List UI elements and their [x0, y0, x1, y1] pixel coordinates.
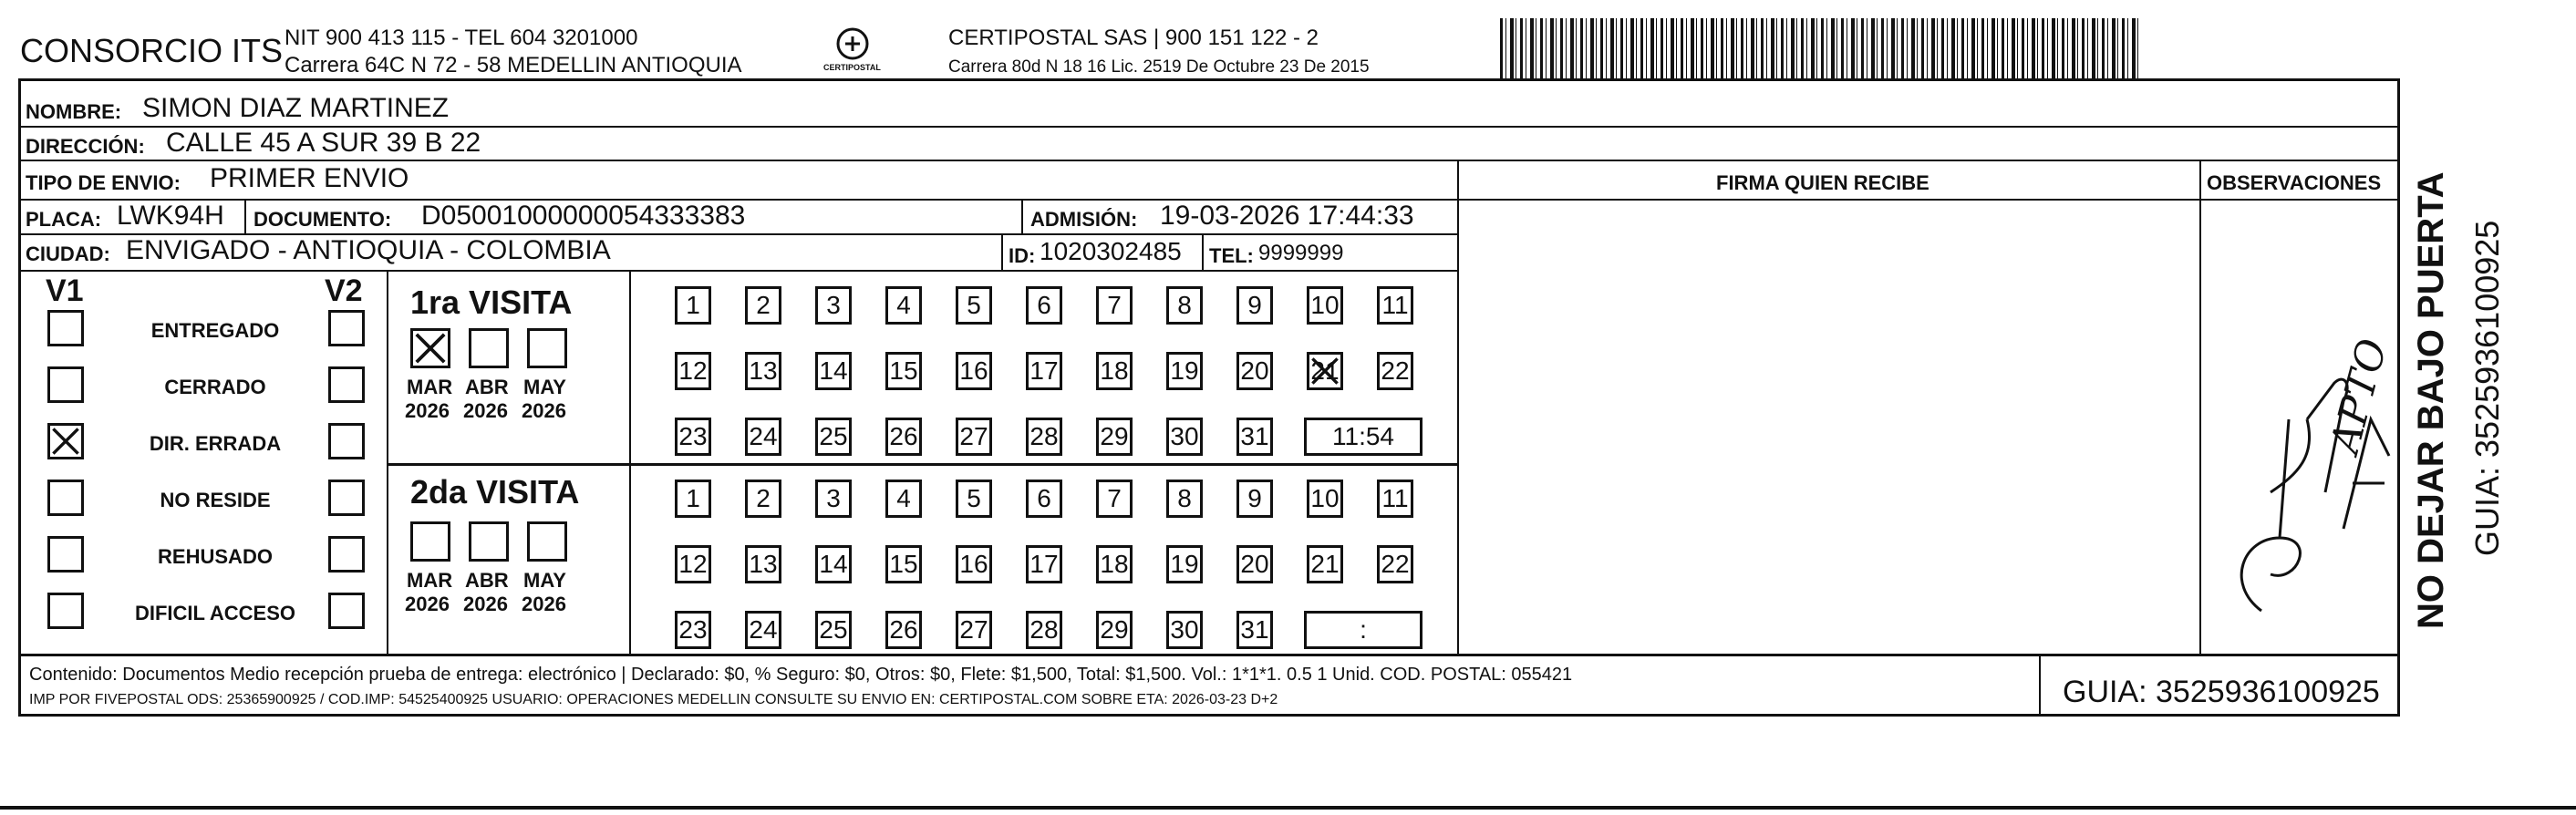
visit2-month-label: MAR [407, 569, 453, 592]
visit1-day-box[interactable]: 5 [956, 286, 992, 325]
visit2-day-box[interactable]: 24 [745, 611, 781, 649]
divider [244, 199, 246, 233]
visit1-day-box[interactable]: 15 [885, 352, 922, 390]
ciudad-value: ENVIGADO - ANTIOQUIA - COLOMBIA [126, 235, 611, 265]
bottom-edge [0, 806, 2576, 810]
visit1-day-box[interactable]: 17 [1026, 352, 1062, 390]
visit1-month-checkbox[interactable] [469, 328, 509, 368]
company-nit: NIT 900 413 115 - TEL 604 3201000 [284, 26, 638, 50]
visit1-day-box[interactable]: 3 [815, 286, 852, 325]
visit2-day-box[interactable]: 10 [1307, 480, 1343, 518]
admision-value: 19-03-2026 17:44:33 [1160, 201, 1414, 231]
visit1-year-label: 2026 [463, 399, 508, 422]
visit2-day-box[interactable]: 20 [1236, 545, 1273, 583]
carrier-address: Carrera 80d N 18 16 Lic. 2519 De Octubre 23 De 2015 [948, 57, 1370, 77]
placa-value: LWK94H [117, 201, 224, 231]
visit1-day-box[interactable]: 14 [815, 352, 852, 390]
company-name: CONSORCIO ITS [20, 32, 284, 69]
visit2-month-checkbox[interactable] [469, 521, 509, 562]
firma-label: FIRMA QUIEN RECIBE [1716, 171, 1929, 194]
visit2-day-box[interactable]: 26 [885, 611, 922, 649]
v1-label: V1 [46, 273, 84, 308]
observaciones-label: OBSERVACIONES [2207, 171, 2382, 194]
visit2-day-box[interactable]: 27 [956, 611, 992, 649]
contenido-line: Contenido: Documentos Medio recepción prueba de entrega: electrónico | Declarado: $0, % Seguro: $0, Otros: $0, Flete: $1,500, Total: $1,500. Vol.: 1*1*1. 0.5 1 Unid. COD. POSTAL: 055421 [29, 665, 1573, 685]
v2-label: V2 [325, 273, 363, 308]
certipostal-logo [825, 24, 880, 78]
status-v2-checkbox[interactable] [328, 423, 365, 459]
side-guia: GUIA: 3525936100925 [2468, 220, 2506, 556]
visit1-year-label: 2026 [522, 399, 566, 422]
visit2-day-box[interactable]: 3 [815, 480, 852, 518]
visit1-day-box[interactable]: 29 [1096, 418, 1133, 456]
tipo-value: PRIMER ENVIO [210, 163, 409, 193]
logo-text: CERTIPOSTAL [823, 63, 881, 72]
divider [629, 270, 631, 654]
status-v2-checkbox[interactable] [328, 366, 365, 403]
visit1-day-box[interactable]: 19 [1166, 352, 1203, 390]
visit2-day-box[interactable]: 19 [1166, 545, 1203, 583]
tel-value: 9999999 [1258, 241, 1344, 265]
id-label: ID: [1009, 244, 1036, 267]
visit2-month-checkbox[interactable] [410, 521, 450, 562]
divider [18, 654, 2400, 656]
visit2-year-label: 2026 [463, 593, 508, 615]
visit1-day-box[interactable]: 31 [1236, 418, 1273, 456]
visit1-day-box[interactable]: 4 [885, 286, 922, 325]
divider [2039, 654, 2041, 717]
visit2-day-box[interactable]: 5 [956, 480, 992, 518]
side-notice: NO DEJAR BAJO PUERTA [2411, 171, 2451, 629]
visit2-day-box[interactable]: 15 [885, 545, 922, 583]
recipient-signature [2207, 310, 2407, 647]
visit2-day-box[interactable]: 28 [1026, 611, 1062, 649]
carrier-name: CERTIPOSTAL SAS | 900 151 122 - 2 [948, 26, 1319, 50]
divider [2199, 160, 2201, 654]
divider [1202, 233, 1204, 270]
visit1-day-box[interactable]: 2 [745, 286, 781, 325]
visit1-day-box[interactable]: 13 [745, 352, 781, 390]
status-v2-checkbox[interactable] [328, 310, 365, 346]
visit2-day-box[interactable]: 9 [1236, 480, 1273, 518]
visit2-day-box[interactable]: 13 [745, 545, 781, 583]
status-v2-checkbox[interactable] [328, 536, 365, 573]
visit2-day-box[interactable]: 23 [675, 611, 711, 649]
visit1-time-box[interactable]: 11:54 [1304, 418, 1422, 456]
status-label-no-reside: NO RESIDE [160, 489, 271, 511]
divider [387, 463, 1457, 466]
visit2-day-box[interactable]: 2 [745, 480, 781, 518]
visit1-day-box[interactable]: 12 [675, 352, 711, 390]
visit1-day-box[interactable]: 27 [956, 418, 992, 456]
visit2-day-box[interactable]: 17 [1026, 545, 1062, 583]
status-label-dir-errada: DIR. ERRADA [149, 432, 282, 455]
imp-line: IMP POR FIVEPOSTAL ODS: 25365900925 / COD.IMP: 54525400925 USUARIO: OPERACIONES MEDELLIN CONSULTE SU ENVIO EN: CERTIPOSTAL.COM SOBRE ETA: 2026-03-23 D+2 [29, 692, 1278, 707]
visit2-day-box[interactable]: 21 [1307, 545, 1343, 583]
visit1-day-box[interactable]: 6 [1026, 286, 1062, 325]
visit2-title: 2da VISITA [410, 473, 580, 511]
visit2-year-label: 2026 [522, 593, 566, 615]
divider [1001, 233, 1003, 270]
visit1-month-label: MAY [523, 376, 566, 398]
nombre-label: NOMBRE: [26, 100, 122, 123]
ciudad-label: CIUDAD: [26, 242, 110, 265]
visit2-day-box[interactable]: 4 [885, 480, 922, 518]
visit1-title: 1ra VISITA [410, 284, 573, 321]
placa-label: PLACA: [26, 208, 102, 231]
visit2-day-box[interactable]: 12 [675, 545, 711, 583]
visit1-month-label: MAR [407, 376, 453, 398]
visit2-day-box[interactable]: 30 [1166, 611, 1203, 649]
status-label-rehusado: REHUSADO [158, 545, 273, 568]
visit1-day-box[interactable]: 7 [1096, 286, 1133, 325]
status-v2-checkbox[interactable] [328, 593, 365, 629]
visit1-day-box[interactable]: 11 [1377, 286, 1413, 325]
visit1-day-box[interactable]: 18 [1096, 352, 1133, 390]
visit2-day-box[interactable]: 11 [1377, 480, 1413, 518]
documento-value: D05001000000054333383 [421, 201, 746, 231]
visit2-day-box[interactable]: 22 [1377, 545, 1413, 583]
visit2-day-box[interactable]: 31 [1236, 611, 1273, 649]
divider [18, 270, 1457, 272]
visit1-day-box[interactable]: 8 [1166, 286, 1203, 325]
barcode [1500, 18, 2138, 78]
status-label-cerrado: CERRADO [164, 376, 266, 398]
tipo-label: TIPO DE ENVIO: [26, 171, 181, 194]
visit1-month-checkbox[interactable] [527, 328, 567, 368]
tel-label: TEL: [1209, 244, 1254, 267]
visit2-day-box[interactable]: 29 [1096, 611, 1133, 649]
nombre-value: SIMON DIAZ MARTINEZ [142, 93, 450, 123]
visit1-day-box[interactable]: 1 [675, 286, 711, 325]
visit1-day-box[interactable]: 26 [885, 418, 922, 456]
visit2-month-checkbox[interactable] [527, 521, 567, 562]
visit1-month-checkbox[interactable] [410, 328, 450, 368]
handwritten-note: APTO [2322, 334, 2397, 459]
visit1-day-box[interactable]: 16 [956, 352, 992, 390]
divider [1021, 199, 1023, 233]
visit2-day-box[interactable]: 18 [1096, 545, 1133, 583]
visit2-time-box[interactable]: : [1304, 611, 1422, 649]
visit1-month-label: ABR [465, 376, 509, 398]
footer-guia: GUIA: 3525936100925 [2063, 675, 2380, 709]
visit2-day-box[interactable]: 25 [815, 611, 852, 649]
divider [18, 160, 2400, 161]
company-address: Carrera 64C N 72 - 58 MEDELLIN ANTIOQUIA [284, 53, 742, 77]
status-label-dificil-acceso: DIFICIL ACCESO [134, 602, 295, 624]
visit1-day-box[interactable]: 28 [1026, 418, 1062, 456]
documento-label: DOCUMENTO: [253, 208, 392, 231]
visit2-day-box[interactable]: 6 [1026, 480, 1062, 518]
visit1-day-box[interactable]: 25 [815, 418, 852, 456]
visit1-day-box[interactable]: 23 [675, 418, 711, 456]
visit2-day-box[interactable]: 1 [675, 480, 711, 518]
status-v2-checkbox[interactable] [328, 480, 365, 516]
visit1-day-box[interactable]: 10 [1307, 286, 1343, 325]
visit2-day-box[interactable]: 8 [1166, 480, 1203, 518]
visit2-month-label: MAY [523, 569, 566, 592]
direccion-label: DIRECCIÓN: [26, 135, 145, 158]
visit1-day-box[interactable]: 30 [1166, 418, 1203, 456]
divider [1457, 160, 1459, 654]
visit1-day-box[interactable]: 22 [1377, 352, 1413, 390]
visit2-year-label: 2026 [405, 593, 450, 615]
visit1-day-box[interactable]: 20 [1236, 352, 1273, 390]
visit1-day-box[interactable]: 24 [745, 418, 781, 456]
visit1-year-label: 2026 [405, 399, 450, 422]
divider [387, 270, 388, 654]
visit2-day-box[interactable]: 16 [956, 545, 992, 583]
visit1-day-box[interactable]: 9 [1236, 286, 1273, 325]
status-label-entregado: ENTREGADO [150, 319, 280, 342]
visit2-day-box[interactable]: 14 [815, 545, 852, 583]
visit2-day-box[interactable]: 7 [1096, 480, 1133, 518]
direccion-value: CALLE 45 A SUR 39 B 22 [166, 128, 481, 158]
visit1-day-box[interactable]: 21 [1307, 352, 1343, 390]
visit2-month-label: ABR [465, 569, 509, 592]
id-value: 1020302485 [1040, 237, 1182, 265]
admision-label: ADMISIÓN: [1030, 208, 1138, 231]
